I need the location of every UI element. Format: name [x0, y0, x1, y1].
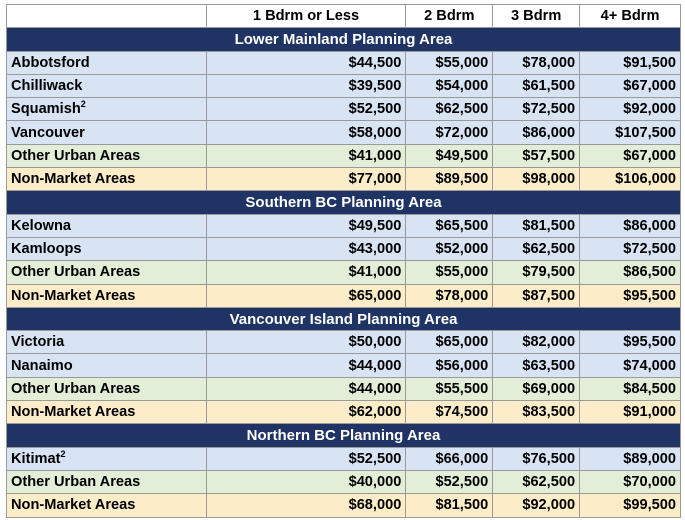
income-value-cell: $44,000 — [206, 354, 406, 377]
income-value-cell: $50,000 — [206, 331, 406, 354]
table-row — [7, 168, 681, 191]
table-row — [7, 237, 681, 260]
income-value-cell: $86,500 — [580, 261, 681, 284]
income-value-cell: $79,500 — [493, 261, 580, 284]
area-name-cell — [7, 377, 207, 400]
area-name-cell — [7, 331, 207, 354]
section-title: Vancouver Island Planning Area — [7, 307, 681, 330]
table-row — [7, 144, 681, 167]
area-name: Victoria — [11, 334, 65, 351]
section-title: Northern BC Planning Area — [7, 424, 681, 447]
income-value-cell: $65,500 — [406, 214, 493, 237]
income-value-cell: $65,000 — [406, 331, 493, 354]
table-row — [7, 98, 681, 121]
table-row — [7, 51, 681, 74]
table-row — [7, 447, 681, 470]
area-name-cell — [7, 214, 207, 237]
income-value-cell: $65,000 — [206, 284, 406, 307]
income-value-cell: $84,500 — [580, 377, 681, 400]
area-name-cell — [7, 447, 207, 470]
income-value-cell: $39,500 — [206, 74, 406, 97]
area-name: Kamloops — [11, 241, 82, 258]
income-value-cell: $41,000 — [206, 261, 406, 284]
income-value-cell: $95,500 — [580, 284, 681, 307]
area-name: Non-Market Areas — [11, 404, 136, 421]
table-row — [7, 214, 681, 237]
income-value-cell: $62,500 — [493, 470, 580, 493]
table-row — [7, 74, 681, 97]
area-name: Vancouver — [11, 124, 85, 141]
income-value-cell: $82,000 — [493, 331, 580, 354]
area-name: Non-Market Areas — [11, 497, 136, 514]
income-value-cell: $77,000 — [206, 168, 406, 191]
income-value-cell: $40,000 — [206, 470, 406, 493]
table-row — [7, 401, 681, 424]
area-name-cell — [7, 494, 207, 517]
section-header-row — [7, 191, 681, 214]
income-value-cell: $49,500 — [206, 214, 406, 237]
table-row — [7, 354, 681, 377]
area-name: Non-Market Areas — [11, 287, 136, 304]
income-value-cell: $55,000 — [406, 51, 493, 74]
income-value-cell: $49,500 — [406, 144, 493, 167]
section-header-row — [7, 28, 681, 51]
income-value-cell: $58,000 — [206, 121, 406, 144]
income-value-cell: $81,500 — [406, 494, 493, 517]
area-name: Other Urban Areas — [11, 474, 141, 491]
area-name: Abbotsford — [11, 54, 90, 71]
income-value-cell: $83,500 — [493, 401, 580, 424]
area-name-cell — [7, 237, 207, 260]
footnote-marker: 2 — [60, 448, 66, 459]
income-value-cell: $52,500 — [406, 470, 493, 493]
income-value-cell: $86,000 — [493, 121, 580, 144]
area-name: Chilliwack — [11, 78, 83, 95]
table-row — [7, 121, 681, 144]
column-header-2-bdrm: 2 Bdrm — [406, 5, 493, 28]
income-value-cell: $78,000 — [406, 284, 493, 307]
income-value-cell: $61,500 — [493, 74, 580, 97]
income-value-cell: $89,000 — [580, 447, 681, 470]
income-value-cell: $67,000 — [580, 74, 681, 97]
column-header-row — [7, 5, 681, 28]
income-value-cell: $89,500 — [406, 168, 493, 191]
income-value-cell: $62,000 — [206, 401, 406, 424]
area-name: Kitimat — [11, 450, 61, 467]
income-value-cell: $66,000 — [406, 447, 493, 470]
area-name-cell — [7, 261, 207, 284]
area-name: Squamish — [11, 101, 81, 118]
income-value-cell: $54,000 — [406, 74, 493, 97]
income-value-cell: $91,000 — [580, 401, 681, 424]
table-row — [7, 261, 681, 284]
income-value-cell: $99,500 — [580, 494, 681, 517]
column-header-3-bdrm: 3 Bdrm — [493, 5, 580, 28]
section-title: Lower Mainland Planning Area — [7, 28, 681, 51]
column-header-blank — [7, 5, 207, 28]
table-row — [7, 377, 681, 400]
income-value-cell: $74,500 — [406, 401, 493, 424]
income-value-cell: $78,000 — [493, 51, 580, 74]
income-value-cell: $69,000 — [493, 377, 580, 400]
income-value-cell: $87,500 — [493, 284, 580, 307]
income-value-cell: $52,000 — [406, 237, 493, 260]
income-value-cell: $76,500 — [493, 447, 580, 470]
table-body — [7, 28, 681, 517]
income-value-cell: $86,000 — [580, 214, 681, 237]
table-row — [7, 331, 681, 354]
area-name: Non-Market Areas — [11, 171, 136, 188]
income-limits-table — [6, 4, 681, 518]
area-name-cell — [7, 284, 207, 307]
income-value-cell: $55,000 — [406, 261, 493, 284]
section-header-row — [7, 424, 681, 447]
area-name: Kelowna — [11, 217, 72, 234]
footnote-marker: 2 — [80, 99, 86, 110]
area-name: Other Urban Areas — [11, 380, 141, 397]
income-value-cell: $72,500 — [580, 237, 681, 260]
income-value-cell: $70,000 — [580, 470, 681, 493]
income-value-cell: $91,500 — [580, 51, 681, 74]
area-name-cell — [7, 98, 207, 121]
income-value-cell: $92,000 — [493, 494, 580, 517]
area-name: Nanaimo — [11, 357, 73, 374]
income-value-cell: $95,500 — [580, 331, 681, 354]
area-name-cell — [7, 144, 207, 167]
table-row — [7, 284, 681, 307]
column-header-1-bdrm: 1 Bdrm or Less — [206, 5, 406, 28]
area-name-cell — [7, 74, 207, 97]
area-name-cell — [7, 121, 207, 144]
income-value-cell: $68,000 — [206, 494, 406, 517]
income-value-cell: $62,500 — [493, 237, 580, 260]
table-row — [7, 470, 681, 493]
area-name: Other Urban Areas — [11, 147, 141, 164]
income-value-cell: $63,500 — [493, 354, 580, 377]
area-name-cell — [7, 354, 207, 377]
income-value-cell: $44,500 — [206, 51, 406, 74]
income-value-cell: $106,000 — [580, 168, 681, 191]
area-name-cell — [7, 470, 207, 493]
area-name-cell — [7, 401, 207, 424]
area-name-cell — [7, 51, 207, 74]
income-value-cell: $81,500 — [493, 214, 580, 237]
income-value-cell: $44,000 — [206, 377, 406, 400]
section-title: Southern BC Planning Area — [7, 191, 681, 214]
income-value-cell: $74,000 — [580, 354, 681, 377]
income-value-cell: $67,000 — [580, 144, 681, 167]
income-value-cell: $62,500 — [406, 98, 493, 121]
income-value-cell: $72,000 — [406, 121, 493, 144]
income-value-cell: $52,500 — [206, 98, 406, 121]
income-value-cell: $72,500 — [493, 98, 580, 121]
area-name-cell — [7, 168, 207, 191]
income-value-cell: $57,500 — [493, 144, 580, 167]
income-value-cell: $98,000 — [493, 168, 580, 191]
column-header-4-plus-bdrm: 4+ Bdrm — [580, 5, 681, 28]
income-value-cell: $41,000 — [206, 144, 406, 167]
income-value-cell: $92,000 — [580, 98, 681, 121]
section-header-row — [7, 307, 681, 330]
income-value-cell: $52,500 — [206, 447, 406, 470]
income-value-cell: $107,500 — [580, 121, 681, 144]
income-value-cell: $43,000 — [206, 237, 406, 260]
area-name: Other Urban Areas — [11, 264, 141, 281]
income-value-cell: $55,500 — [406, 377, 493, 400]
table-row — [7, 494, 681, 517]
income-value-cell: $56,000 — [406, 354, 493, 377]
